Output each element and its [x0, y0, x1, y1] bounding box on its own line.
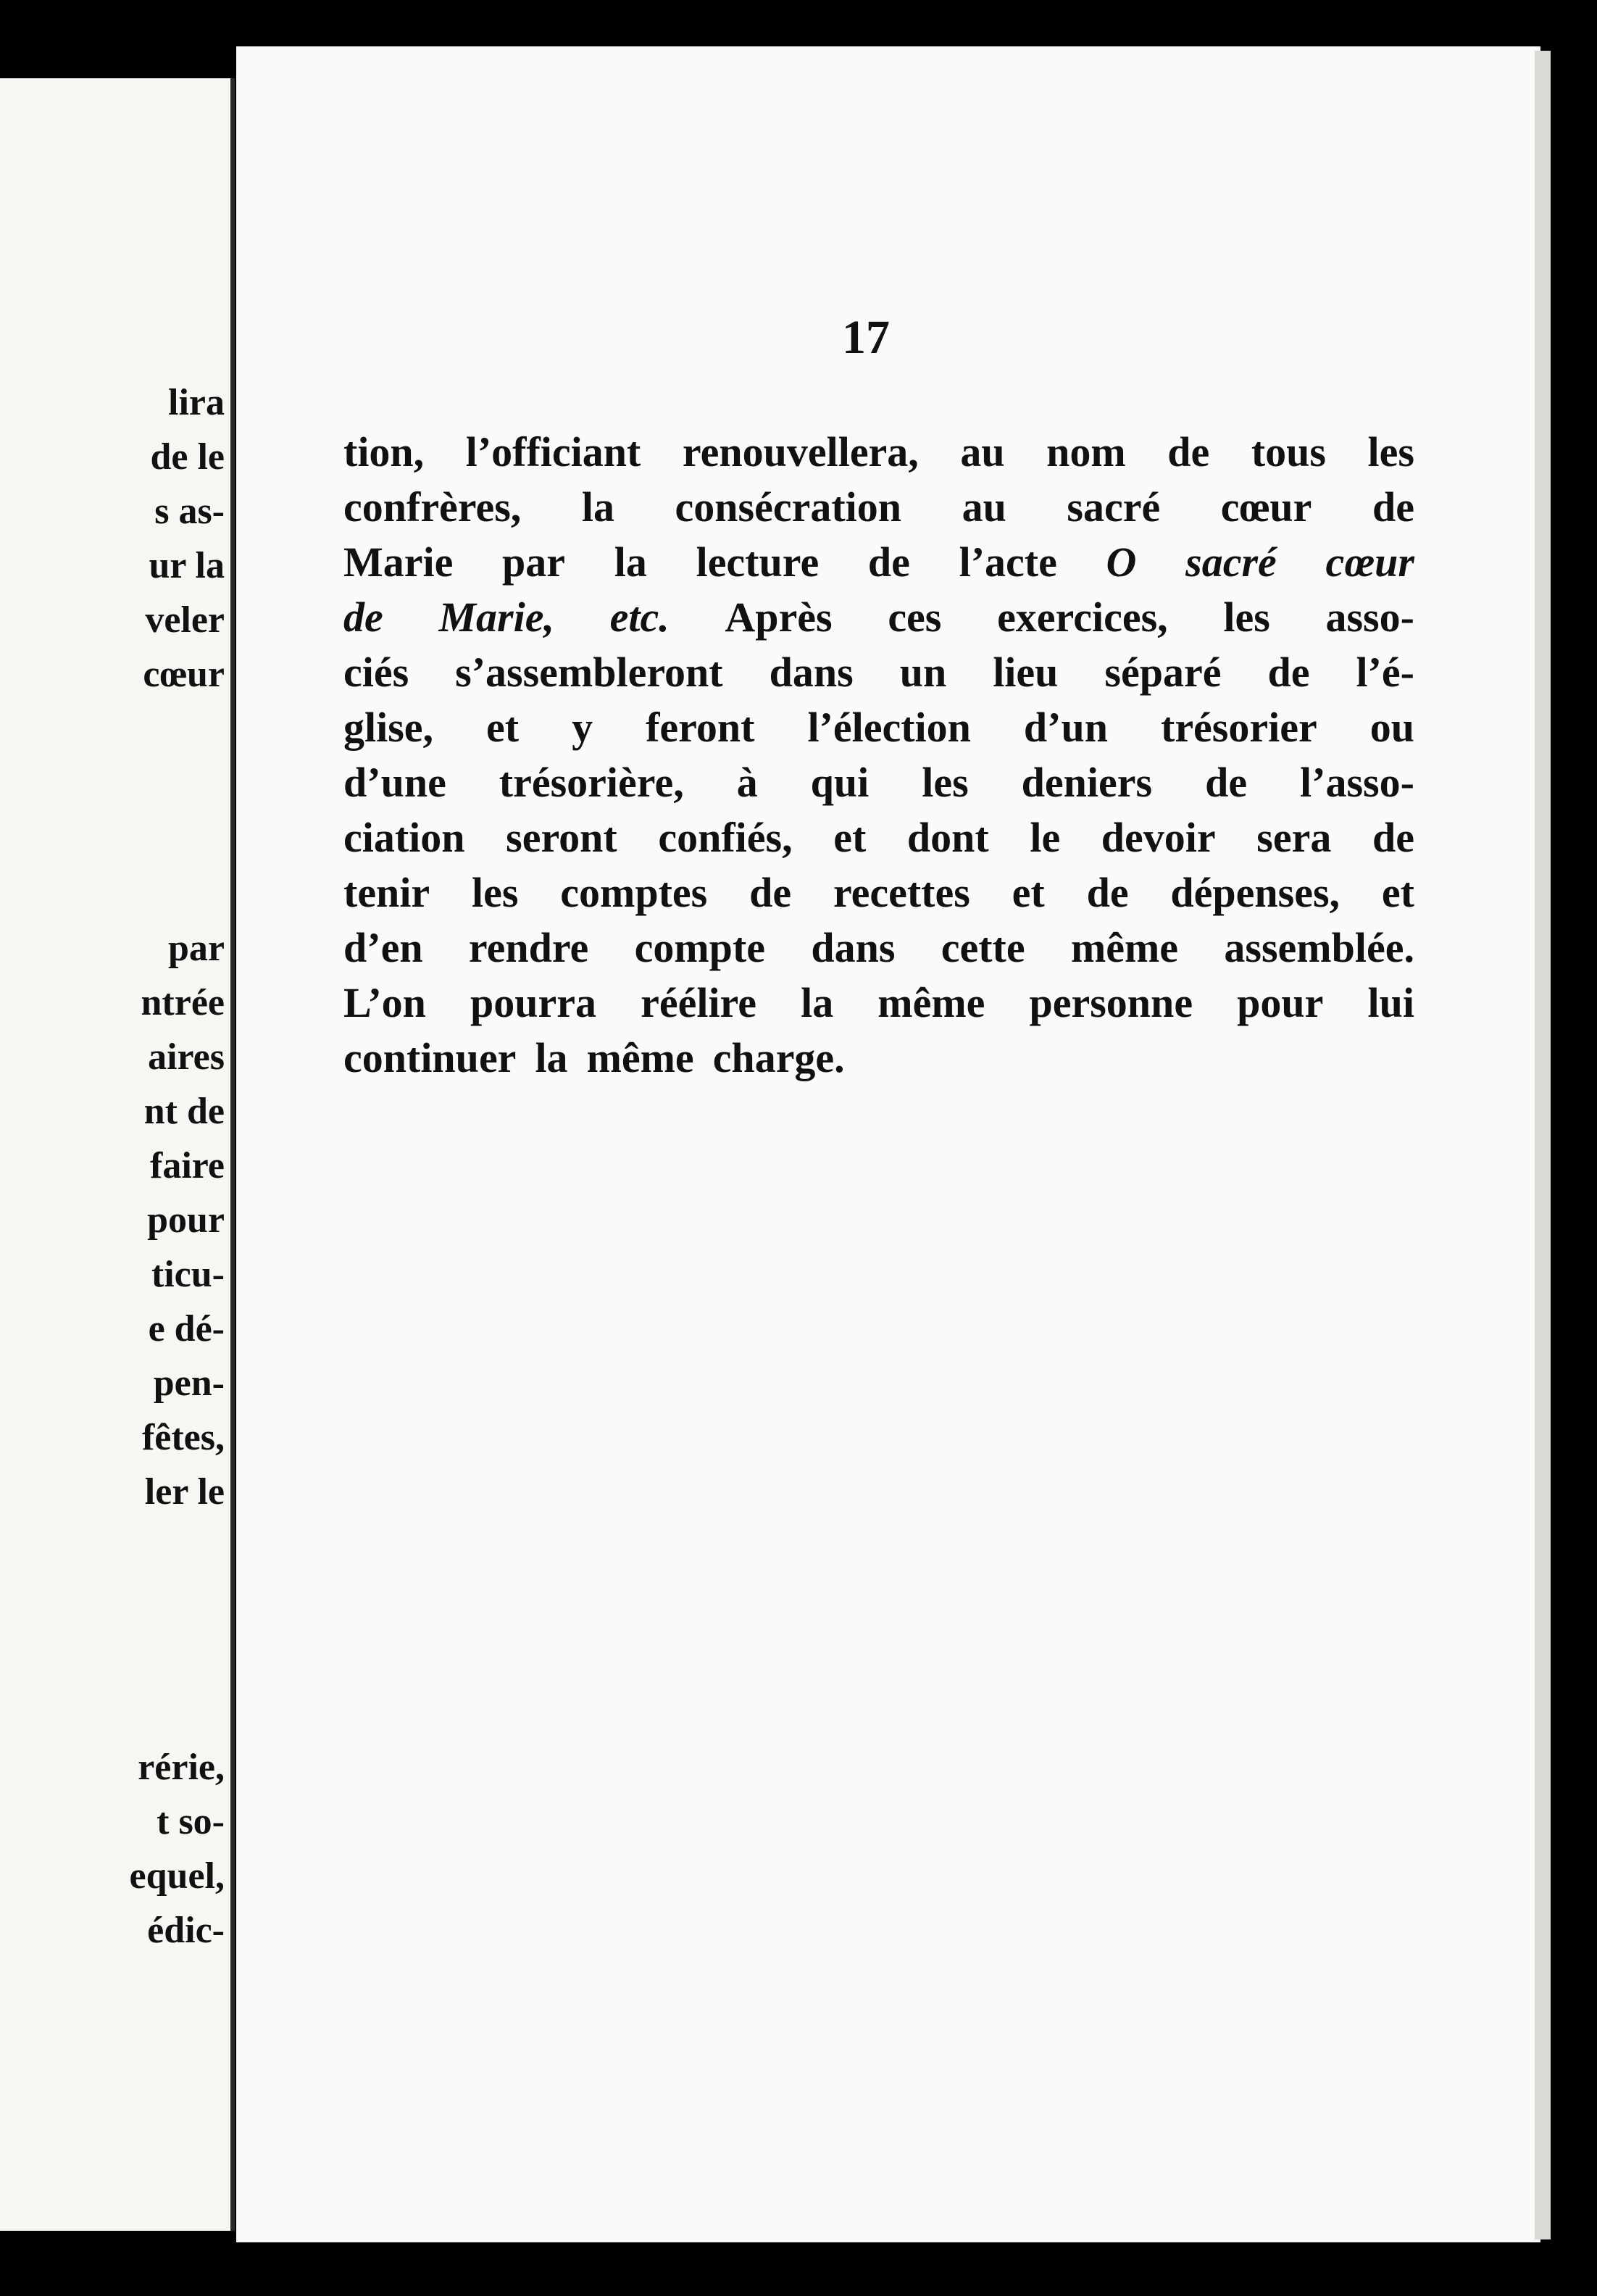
left-page-line: édic- — [147, 1910, 225, 1951]
word: dépenses, — [1170, 869, 1340, 916]
word: lecture — [696, 538, 820, 586]
word: même — [586, 1034, 694, 1081]
left-page-line: faire — [150, 1145, 225, 1186]
word: s’assembleront — [455, 649, 723, 696]
word: trésorier — [1161, 704, 1317, 751]
left-page-line: e dé- — [148, 1308, 225, 1349]
word: nom — [1046, 428, 1126, 475]
word: un — [899, 649, 947, 696]
word: l’acte — [959, 538, 1057, 586]
word: cœur — [1220, 483, 1312, 531]
word: confiés, — [658, 814, 793, 861]
word: l’officiant — [465, 428, 641, 475]
word: d’en — [343, 924, 423, 971]
text-line — [343, 535, 1414, 590]
word: devoir — [1101, 814, 1216, 861]
left-page-line: cœur — [143, 654, 225, 695]
left-page-line: lira — [168, 382, 225, 423]
word: de — [1267, 649, 1310, 696]
left-page-line: t so- — [157, 1801, 225, 1842]
word: l’é- — [1356, 649, 1414, 696]
left-page-line: pen- — [153, 1363, 225, 1404]
word: charge. — [712, 1034, 845, 1081]
word: Après — [725, 594, 833, 641]
word: d’un — [1023, 704, 1108, 751]
word: de — [1205, 759, 1248, 806]
text-line — [343, 1031, 1414, 1086]
left-page-line: fêtes, — [141, 1417, 225, 1458]
word: consécration — [675, 483, 902, 531]
word: tion, — [343, 428, 425, 475]
word: réélire — [641, 979, 756, 1026]
word: de — [749, 869, 792, 916]
word: lieu — [993, 649, 1059, 696]
word: confrères, — [343, 483, 522, 531]
right-page — [236, 46, 1540, 2242]
word: dont — [906, 814, 989, 861]
word: ces — [888, 594, 942, 641]
left-page-line: ur la — [149, 545, 225, 586]
word: même — [877, 979, 985, 1026]
word: ciation — [343, 814, 465, 861]
word: feront — [646, 704, 755, 751]
word: séparé — [1104, 649, 1222, 696]
text-line — [343, 755, 1414, 810]
word: pour — [1237, 979, 1324, 1026]
word: recettes — [833, 869, 970, 916]
left-page-line: nt de — [143, 1091, 225, 1132]
left-page-line: pour — [147, 1199, 225, 1241]
word: asso- — [1325, 594, 1414, 641]
word: les — [472, 869, 519, 916]
word: y — [572, 704, 593, 751]
word: assemblée. — [1224, 924, 1414, 971]
word: de — [1167, 428, 1210, 475]
left-page-line: aires — [148, 1036, 225, 1078]
word: pourra — [470, 979, 597, 1026]
word: qui — [810, 759, 870, 806]
word: exercices, — [997, 594, 1168, 641]
word: renouvellera, — [682, 428, 919, 475]
word: même — [1070, 924, 1179, 971]
word: dans — [811, 924, 896, 971]
word: personne — [1029, 979, 1193, 1026]
word: cette — [941, 924, 1025, 971]
word: comptes — [560, 869, 708, 916]
word: de — [1372, 483, 1414, 531]
text-line — [343, 425, 1414, 480]
word: tous — [1251, 428, 1326, 475]
word: par — [502, 538, 566, 586]
word: de — [1372, 814, 1414, 861]
text-line — [343, 590, 1414, 645]
word: au — [960, 428, 1005, 475]
word: ciés — [343, 649, 409, 696]
word: l’asso- — [1300, 759, 1414, 806]
word: ou — [1369, 704, 1414, 751]
word: de — [867, 538, 910, 586]
word: rendre — [468, 924, 589, 971]
word: la — [801, 979, 834, 1026]
word: sacré — [1067, 483, 1161, 531]
word: à — [736, 759, 758, 806]
word: et — [486, 704, 520, 751]
left-page-line: par — [168, 928, 225, 969]
word: Marie — [343, 538, 454, 586]
left-page-line: ler le — [144, 1471, 225, 1513]
word: l’élection — [807, 704, 971, 751]
word: Marie, — [438, 594, 554, 641]
word: compte — [634, 924, 765, 971]
word: tenir — [343, 869, 430, 916]
left-page-line: de le — [150, 436, 225, 478]
word: et — [1381, 869, 1414, 916]
text-line — [343, 700, 1414, 755]
word: les — [1223, 594, 1270, 641]
left-page-line: ticu- — [151, 1254, 225, 1295]
word: sacré — [1185, 538, 1277, 586]
word: deniers — [1021, 759, 1153, 806]
word: de — [343, 594, 383, 641]
text-line — [343, 920, 1414, 976]
word: la — [535, 1034, 568, 1081]
word: sera — [1256, 814, 1332, 861]
left-page-line: rérie, — [138, 1747, 225, 1788]
word: et — [1012, 869, 1045, 916]
body-text — [343, 425, 1414, 1086]
word: seront — [506, 814, 617, 861]
word: etc. — [609, 594, 670, 641]
word: la — [614, 538, 647, 586]
word: d’une — [343, 759, 446, 806]
left-page — [0, 78, 235, 2231]
left-page-line: veler — [145, 599, 225, 641]
word: O — [1106, 538, 1137, 586]
word: et — [833, 814, 867, 861]
text-line — [343, 480, 1414, 535]
word: au — [962, 483, 1006, 531]
word: cœur — [1325, 538, 1414, 586]
text-line — [343, 810, 1414, 865]
word: continuer — [343, 1034, 517, 1081]
word: dans — [769, 649, 854, 696]
word: trésorière, — [499, 759, 684, 806]
text-line — [343, 976, 1414, 1031]
word: L’on — [343, 979, 426, 1026]
word: la — [581, 483, 614, 531]
word: glise, — [343, 704, 434, 751]
page-edge — [1535, 51, 1551, 2239]
left-page-line: ntrée — [141, 982, 225, 1023]
page-number: 17 — [842, 311, 890, 364]
text-line — [343, 865, 1414, 920]
word: les — [1367, 428, 1414, 475]
word: le — [1030, 814, 1061, 861]
text-line — [343, 645, 1414, 700]
word: lui — [1367, 979, 1414, 1026]
word: les — [922, 759, 969, 806]
left-page-line: equel, — [129, 1855, 225, 1897]
left-page-line: s as- — [154, 491, 225, 532]
word: de — [1086, 869, 1129, 916]
